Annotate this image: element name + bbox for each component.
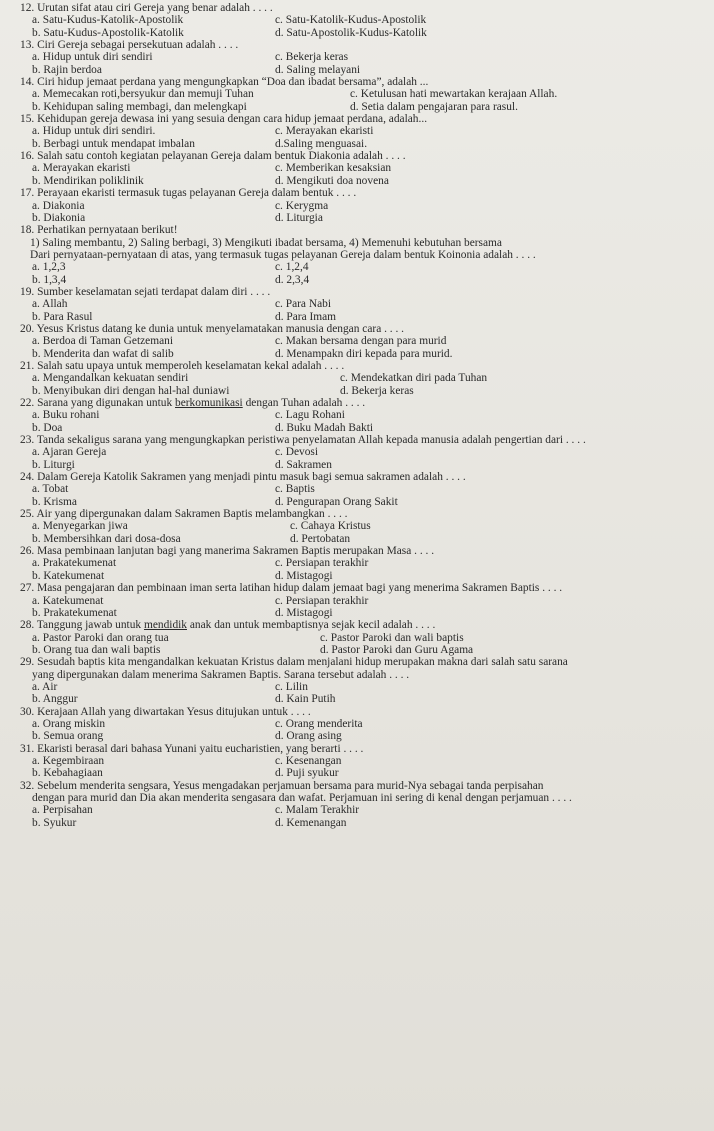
question-stem: 21. Salah satu upaya untuk memperoleh keselamatan kekal adalah . . . . xyxy=(20,359,345,372)
option-c: c. Baptis xyxy=(275,483,315,496)
answer-options xyxy=(20,335,706,360)
answer-options xyxy=(20,632,706,657)
option-d: d. Sakramen xyxy=(275,458,332,471)
option-b: b. Anggur xyxy=(32,693,78,706)
question-stem: 24. Dalam Gereja Katolik Sakramen yang menjadi pintu masuk bagi semua sakramen adalah . . . . xyxy=(20,471,466,484)
option-b: b. Liturgi xyxy=(32,458,75,471)
answer-options xyxy=(20,51,706,76)
option-b: b. Berbagi untuk mendapat imbalan xyxy=(32,137,195,150)
option-c: c. Bekerja keras xyxy=(275,51,349,64)
option-c: c. Mendekatkan diri pada Tuhan xyxy=(340,372,488,385)
option-b: b. Krisma xyxy=(32,495,77,508)
question-statements: 1) Saling membantu, 2) Saling berbagi, 3) Mengikuti ibadat bersama, 4) Memenuhi kebutuhan bersama xyxy=(30,236,502,249)
option-b: b. Mendirikan poliklinik xyxy=(32,174,144,187)
question-14 xyxy=(20,76,706,113)
option-d: d. Puji syukur xyxy=(275,767,339,780)
question-25 xyxy=(20,508,706,545)
question-stem: 13. Ciri Gereja sebagai persekutuan adalah . . . . xyxy=(20,39,239,52)
question-26 xyxy=(20,545,706,582)
question-stem: 26. Masa pembinaan lanjutan bagi yang manerima Sakramen Baptis merupakan Masa . . . . xyxy=(20,545,435,558)
stem-text: 22. Sarana yang digunakan untuk xyxy=(20,397,176,409)
option-d: d. Menampakn diri kepada para murid. xyxy=(275,347,453,360)
option-c: c. Devosi xyxy=(275,446,319,459)
option-c: c. Malam Terakhir xyxy=(275,804,360,817)
option-d: d. Mengikuti doa novena xyxy=(275,174,389,187)
question-stem: 27. Masa pengajaran dan pembinaan iman serta latihan hidup dalam jemaat bagi yang menerima Sakramen Baptis . . . . xyxy=(20,582,563,595)
question-16 xyxy=(20,150,706,187)
option-d: d. Buku Madah Bakti xyxy=(275,421,374,434)
question-stem: 14. Ciri hidup jemaat perdana yang mengungkapkan “Doa dan ibadat bersama”, adalah ... xyxy=(20,76,429,89)
question-19 xyxy=(20,286,706,323)
answer-options xyxy=(20,681,706,706)
answer-options xyxy=(20,804,706,829)
question-stem: 19. Sumber keselamatan sejati terdapat dalam diri . . . . xyxy=(20,285,271,298)
question-stem: 16. Salah satu contoh kegiatan pelayanan Gereja dalam bentuk Diakonia adalah . . . . xyxy=(20,150,406,163)
option-d: d.Saling menguasai. xyxy=(275,137,368,150)
option-d: d. Para Imam xyxy=(275,310,337,323)
option-c: c. 1,2,4 xyxy=(275,261,309,274)
answer-options xyxy=(20,162,706,187)
question-stem: 25. Air yang dipergunakan dalam Sakramen Baptis melambangkan . . . . xyxy=(20,508,348,521)
answer-options xyxy=(20,298,706,323)
question-18 xyxy=(20,224,706,286)
option-b: b. Katekumenat xyxy=(32,569,105,582)
option-c: c. Kerygma xyxy=(275,199,329,212)
question-20 xyxy=(20,323,706,360)
question-stem: 29. Sesudah baptis kita mengandalkan kekuatan Kristus dalam menjalani hidup merupakan makna dari salah satu sarana xyxy=(20,656,568,669)
question-29 xyxy=(20,656,706,705)
option-a: a. Allah xyxy=(32,298,68,311)
option-a: a. Orang miskin xyxy=(32,717,106,730)
question-21 xyxy=(20,360,706,397)
question-stem: 17. Perayaan ekaristi termasuk tugas pelayanan Gereja dalam bentuk . . . . xyxy=(20,187,357,200)
option-a: a. Prakatekumenat xyxy=(32,557,117,570)
stem-text: 28. Tanggung jawab untuk xyxy=(20,619,144,632)
question-stem-continued: dengan para murid dan Dia akan menderita sengasara dan wafat. Perjamuan ini sering di kenal dengan perjamuan . . . . xyxy=(32,792,572,804)
option-d: d. Kemenangan xyxy=(275,816,347,829)
option-d: d. Pertobatan xyxy=(290,532,351,545)
option-b: b. Prakatekumenat xyxy=(32,606,117,619)
question-stem xyxy=(20,397,706,409)
option-d: d. Kain Putih xyxy=(275,693,336,706)
question-15 xyxy=(20,113,706,150)
answer-options xyxy=(20,520,706,545)
option-d: d. 2,3,4 xyxy=(275,273,310,286)
option-b: b. Membersihkan dari dosa-dosa xyxy=(32,532,181,545)
option-c: c. Kesenangan xyxy=(275,754,342,767)
option-a: a. Memecakan roti,bersyukur dan memuji Tuhan xyxy=(32,88,254,101)
option-b: b. Rajin berdoa xyxy=(32,63,102,76)
question-32 xyxy=(20,780,706,829)
option-c: c. Persiapan terakhir xyxy=(275,594,369,607)
answer-options xyxy=(20,14,706,39)
option-d: d. Pengurapan Orang Sakit xyxy=(275,495,398,508)
question-prompt: Dari pernyataan-pernyataan di atas, yang termasuk tugas pelayanan Gereja dalam bentuk Koinonia adalah . . . . xyxy=(30,248,536,261)
option-d: d. Mistagogi xyxy=(275,606,333,619)
answer-options xyxy=(20,446,706,471)
option-b: b. Orang tua dan wali baptis xyxy=(32,643,161,656)
option-c: c. Lagu Rohani xyxy=(275,409,345,422)
option-d: d. Mistagogi xyxy=(275,569,333,582)
option-b: b. Menderita dan wafat di salib xyxy=(32,347,174,360)
option-a: a. Ajaran Gereja xyxy=(32,446,107,459)
question-31 xyxy=(20,743,706,780)
answer-options xyxy=(20,88,706,113)
option-a: a. Satu-Kudus-Katolik-Apostolik xyxy=(32,14,184,27)
answer-options xyxy=(20,483,706,508)
option-a: a. 1,2,3 xyxy=(32,261,66,274)
answer-options xyxy=(20,755,706,780)
option-d: d. Bekerja keras xyxy=(340,384,414,397)
option-d: d. Orang asing xyxy=(275,730,342,743)
stem-text: dengan Tuhan adalah . . . . xyxy=(242,397,366,409)
option-a: a. Merayakan ekaristi xyxy=(32,162,131,175)
option-b: b. Diakonia xyxy=(32,211,86,224)
stem-underlined-word: berkomunikasi xyxy=(175,397,243,409)
option-d: d. Pastor Paroki dan Guru Agama xyxy=(320,643,474,656)
option-c: c. Memberikan kesaksian xyxy=(275,162,392,175)
question-stem: 15. Kehidupan gereja dewasa ini yang sesuia dengan cara hidup jemaat perdana, adalah... xyxy=(20,113,428,126)
question-stem: 32. Sebelum menderita sengsara, Yesus mengadakan perjamuan bersama para murid-Nya sebagai tanda perpisahan xyxy=(20,779,544,792)
question-stem: 23. Tanda sekaligus sarana yang mengungkapkan peristiwa penyelamatan Allah kepada manusia adalah pengertian dari . . . . xyxy=(20,434,586,447)
question-30 xyxy=(20,706,706,743)
option-a: a. Buku rohani xyxy=(32,409,100,422)
stem-text: anak dan untuk membaptisnya sejak kecil adalah . . . . xyxy=(187,619,436,632)
answer-options xyxy=(20,557,706,582)
option-d: d. Setia dalam pengajaran para rasul. xyxy=(350,100,518,113)
question-stem: 20. Yesus Kristus datang ke dunia untuk menyelamatakan manusia dengan cara . . . . xyxy=(20,322,405,335)
answer-options xyxy=(20,372,706,397)
option-a: a. Katekumenat xyxy=(32,594,104,607)
answer-options xyxy=(20,409,706,434)
option-b: b. Kebahagiaan xyxy=(32,767,103,780)
option-c: c. Cahaya Kristus xyxy=(290,520,371,533)
answer-options xyxy=(20,125,706,150)
option-c: c. Lilin xyxy=(275,680,308,693)
option-c: c. Para Nabi xyxy=(275,298,331,311)
option-a: a. Kegembiraan xyxy=(32,754,105,767)
question-stem: 30. Kerajaan Allah yang diwartakan Yesus ditujukan untuk . . . . xyxy=(20,705,311,718)
option-a: a. Berdoa di Taman Getzemani xyxy=(32,335,174,348)
option-c: c. Persiapan terakhir xyxy=(275,557,369,570)
option-c: c. Pastor Paroki dan wali baptis xyxy=(320,631,464,644)
option-a: a. Mengandalkan kekuatan sendiri xyxy=(32,372,189,385)
option-c: c. Makan bersama dengan para murid xyxy=(275,335,447,348)
option-b: b. Para Rasul xyxy=(32,310,93,323)
option-a: a. Hidup untuk diri sendiri xyxy=(32,51,153,64)
option-a: a. Tobat xyxy=(32,483,69,496)
question-stem-continued: yang dipergunakan dalam menerima Sakramen Baptis. Sarana tersebut adalah . . . . xyxy=(32,668,410,681)
option-a: a. Air xyxy=(32,680,58,693)
option-c: c. Merayakan ekaristi xyxy=(275,125,374,138)
stem-underlined-word: mendidik xyxy=(143,619,187,632)
option-b: b. Kehidupan saling membagi, dan melengkapi xyxy=(32,100,247,113)
question-stem: 18. Perhatikan pernyataan berikut! xyxy=(20,224,178,237)
question-13 xyxy=(20,39,706,76)
question-12 xyxy=(20,2,706,39)
option-b: b. Doa xyxy=(32,421,63,434)
option-b: b. Syukur xyxy=(32,816,77,829)
option-a: a. Pastor Paroki dan orang tua xyxy=(32,631,169,644)
answer-options xyxy=(20,595,706,620)
question-stem: 12. Urutan sifat atau ciri Gereja yang benar adalah . . . . xyxy=(20,2,273,14)
question-23 xyxy=(20,434,706,471)
option-d: d. Liturgia xyxy=(275,211,323,224)
option-c: c. Satu-Katolik-Kudus-Apostolik xyxy=(275,14,427,27)
option-b: b. Satu-Kudus-Apostolik-Katolik xyxy=(32,26,184,39)
option-d: d. Satu-Apostolik-Kudus-Katolik xyxy=(275,26,427,39)
option-a: a. Diakonia xyxy=(32,199,85,212)
option-b: b. Menyibukan diri dengan hal-hal duniawi xyxy=(32,384,230,397)
question-17 xyxy=(20,187,706,224)
question-28 xyxy=(20,619,706,656)
option-d: d. Saling melayani xyxy=(275,63,361,76)
answer-options xyxy=(20,718,706,743)
option-c: c. Ketulusan hati mewartakan kerajaan Allah. xyxy=(350,88,558,101)
option-a: a. Menyegarkan jiwa xyxy=(32,520,128,533)
answer-options xyxy=(20,200,706,225)
option-a: a. Perpisahan xyxy=(32,804,93,817)
question-24 xyxy=(20,471,706,508)
question-22 xyxy=(20,397,706,434)
option-b: b. 1,3,4 xyxy=(32,273,67,286)
option-a: a. Hidup untuk diri sendiri. xyxy=(32,125,156,138)
question-stem: 31. Ekaristi berasal dari bahasa Yunani yaitu eucharistien, yang berarti . . . . xyxy=(20,742,364,755)
answer-options xyxy=(20,261,706,286)
option-b: b. Semua orang xyxy=(32,730,104,743)
question-27 xyxy=(20,582,706,619)
question-stem xyxy=(20,619,706,631)
option-c: c. Orang menderita xyxy=(275,717,363,730)
